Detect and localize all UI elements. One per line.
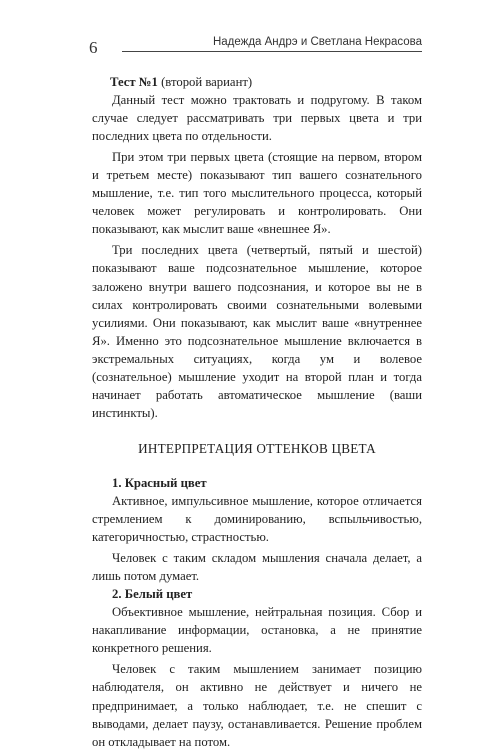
paragraph-intro-2: При этом три первых цвета (стоящие на первом, втором и третьем месте) показывают тип вашего сознательного мышление, т.е. тип того мыслительного процесса, который человек может регулировать и контролировать. Они показывают, как мыслит ваше «внешнее Я». <box>92 150 422 237</box>
subheading-red: 1. Красный цвет <box>112 475 207 490</box>
paragraph-intro-1: Данный тест можно трактовать и подругому. В таком случае следует рассматривать три первых цвета и три последних цвета по отдельности. <box>92 93 422 144</box>
test-heading <box>92 73 422 91</box>
page-body <box>92 73 422 751</box>
page-number: 6 <box>89 38 98 57</box>
section-title: ИНТЕРПРЕТАЦИЯ ОТТЕНКОВ ЦВЕТА <box>138 440 376 456</box>
paragraph-white-1: Объективное мышление, нейтральная позиция. Сбор и накапливание информации, остановка, а не принятие конкретного решения. <box>92 605 422 656</box>
paragraph-red-2: Человек с таким складом мышления сначала делает, а лишь потом думает. <box>92 551 422 584</box>
paragraph-intro-3: Три последних цвета (четвертый, пятый и шестой) показывают ваше подсознательное мышление, которое заложено внутри вашего подсознания, и которое вы не в силах контролировать своими сознательными волевыми усилиями. Они показывают, как мыслит ваше «внутреннее Я». Именно это подсознательное мышление включается в экстремальных ситуациях, когда ум и волевое (сознательное) мышление уходит на второй план и тогда начинает работать автоматическое мышление (ваши инстинкты). <box>92 243 422 420</box>
test-heading-rest: (второй вариант) <box>157 75 253 89</box>
test-heading-bold: Тест №1 <box>110 75 158 89</box>
running-header: Надежда Андрэ и Светлана Некрасова <box>122 36 422 52</box>
paragraph-white-2: Человек с таким мышлением занимает позицию наблюдателя, он активно не действует и ничего не предпринимает, а только наблюдает, т.е. не спешит с выводами, делает паузу, останавливается. Решение проблем он откладывает на потом. <box>92 662 422 749</box>
paragraph-red-1: Активное, импульсивное мышление, которое отличается стремлением к доминированию, вспыльчивостью, категоричностью, страстностью. <box>92 493 422 545</box>
subheading-white: 2. Белый цвет <box>112 587 193 602</box>
